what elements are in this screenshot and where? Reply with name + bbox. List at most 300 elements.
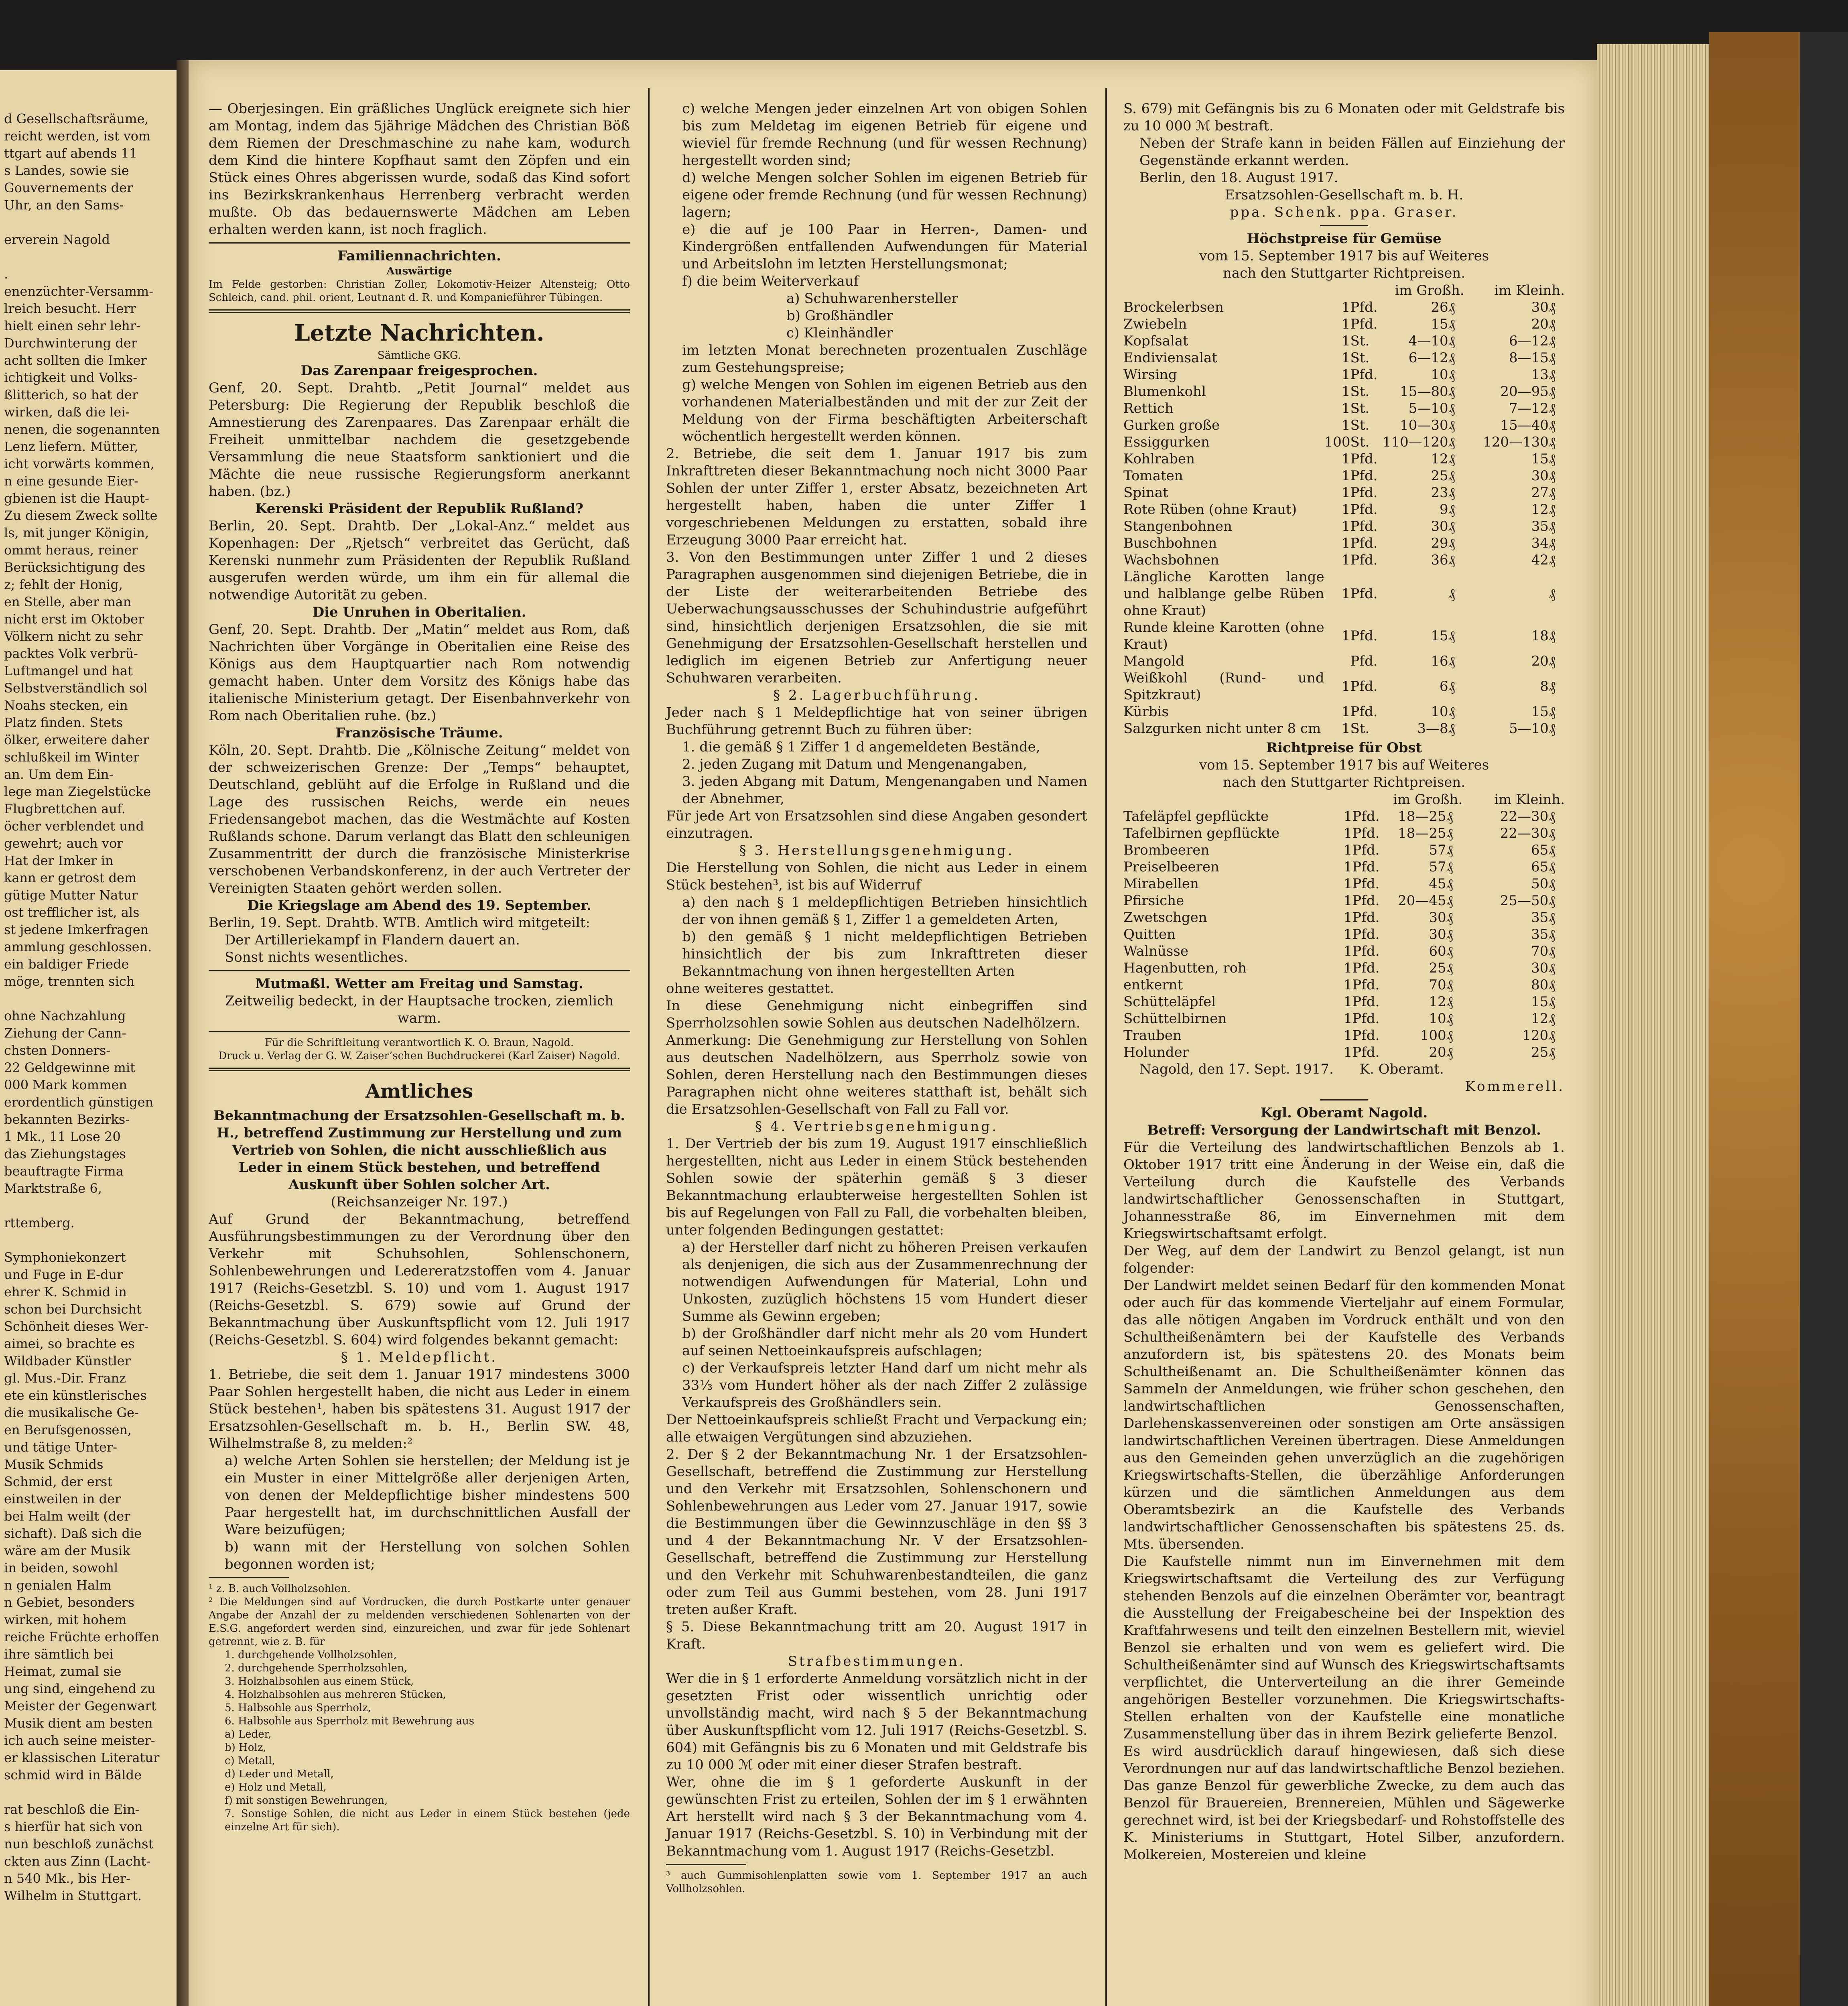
wholesale-price: 25 bbox=[1429, 960, 1446, 976]
left-page-line: und tätige Unter- bbox=[4, 1440, 117, 1455]
wholesale-price: 18—25 bbox=[1398, 825, 1446, 841]
price-row bbox=[1123, 400, 1565, 417]
left-page-line: gbienen ist die Haupt- bbox=[4, 491, 149, 506]
footnote-list bbox=[209, 1649, 630, 1834]
left-page-line: Heimat, zumal sie bbox=[4, 1664, 122, 1679]
item-name: Mangold bbox=[1123, 653, 1184, 669]
item-name: Endiviensalat bbox=[1123, 350, 1217, 366]
unit: Pfd. bbox=[1352, 926, 1380, 942]
left-page-line: en Berufsgenossen, bbox=[4, 1422, 132, 1437]
wholesale-price: 30 bbox=[1431, 518, 1448, 534]
currency-unit: ₰ bbox=[1548, 628, 1556, 644]
wholesale-price: 4—10 bbox=[1408, 333, 1448, 349]
currency-unit: ₰ bbox=[1448, 367, 1455, 383]
wholesale-price: 10 bbox=[1431, 367, 1448, 383]
price-row bbox=[1123, 316, 1565, 333]
quantity: 1 bbox=[1343, 910, 1352, 926]
wholesale-price: 60 bbox=[1429, 943, 1446, 959]
quantity: 1 bbox=[1343, 825, 1352, 841]
item-name: Zwiebeln bbox=[1123, 316, 1187, 332]
quantity: 1 bbox=[1343, 1027, 1352, 1044]
unit: Pfd. bbox=[1350, 468, 1378, 484]
section-text: Jeder nach § 1 Meldepflichtige hat von seiner übrigen Buchführung getrennt Buch zu führen über: bbox=[666, 705, 1087, 738]
left-page-line: schlußkeil im Winter bbox=[4, 749, 140, 765]
price-row bbox=[1123, 842, 1565, 859]
left-page-line: ölker, erweitere daher bbox=[4, 732, 149, 747]
notice-text: Der Weg, auf dem der Landwirt zu Benzol gelangt, ist nun folgender: bbox=[1123, 1243, 1565, 1276]
retail-price: 120—130 bbox=[1483, 434, 1549, 450]
left-page-line: ckten aus Zinn (Lacht- bbox=[4, 1854, 151, 1869]
retail-price: 15 bbox=[1531, 704, 1549, 720]
quantity: 1 bbox=[1343, 926, 1352, 942]
footnote: ¹ z. B. auch Vollholzsohlen. bbox=[209, 1583, 351, 1595]
quantity: 1 bbox=[1343, 808, 1352, 824]
left-page-line: Noahs stecken, ein bbox=[4, 698, 128, 713]
retail-price: 20 bbox=[1531, 653, 1549, 669]
column-rule bbox=[648, 88, 650, 2006]
price-row bbox=[1123, 569, 1565, 619]
quantity: 1 bbox=[1341, 333, 1350, 349]
retail-price: 22—30 bbox=[1500, 825, 1549, 841]
item-name: Preiselbeeren bbox=[1123, 859, 1219, 875]
currency-unit: ₰ bbox=[1548, 842, 1556, 858]
left-page-line: Völkern nicht zu sehr bbox=[4, 629, 143, 644]
currency-unit: ₰ bbox=[1548, 893, 1556, 909]
announcement-reference: (Reichsanzeiger Nr. 197.) bbox=[331, 1194, 508, 1210]
left-page-line: ehrer K. Schmid in bbox=[4, 1284, 127, 1299]
date: Nagold, den 17. Sept. 1917. bbox=[1139, 1061, 1334, 1077]
item-name: Brockelerbsen bbox=[1123, 299, 1224, 315]
section-item: b) der Großhändler darf nicht mehr als 20 vom Hundert auf seinen Nettoeinkaufspreis aufschlagen; bbox=[682, 1326, 1087, 1359]
item-name: Kürbis bbox=[1123, 704, 1169, 720]
retail-price: 42 bbox=[1531, 552, 1549, 568]
retail-price: 5—10 bbox=[1509, 721, 1549, 737]
quantity: 1 bbox=[1343, 960, 1352, 976]
unit: Pfd. bbox=[1350, 704, 1378, 720]
left-page-line: erordentlich günstigen bbox=[4, 1094, 154, 1110]
section-heading: § 4. Vertriebsgenehmigung. bbox=[755, 1119, 999, 1135]
left-page-line bbox=[4, 1784, 173, 1801]
quantity: 1 bbox=[1343, 943, 1352, 959]
divider bbox=[209, 970, 630, 971]
family-text: Im Felde gestorben: Christian Zoller, Lokomotiv-Heizer Altensteig; Otto Schleich, cand. phil. orient, Leutnant d. R. und Kompanieführer Tübingen. bbox=[209, 278, 630, 304]
notice-subject: Betreff: Versorgung der Landwirtschaft mit Benzol. bbox=[1147, 1122, 1541, 1138]
section-item: b) wann mit der Herstellung von solchen Sohlen begonnen worden ist; bbox=[225, 1539, 630, 1572]
article-text: Genf, 20. Sept. Drahtb. Der „Matin“ meldet aus Rom, daß Nachrichten über Vorgänge in Oberitalien eine Reise des Königs aus dem Hauptquartier nach Rom notwendig gemacht haben. Unter dem Vorsitz des Königs habe das italienische Ministerium getagt. Der Eisenbahnverkehr von Rom nach Oberitalien ruhe. (bz.) bbox=[209, 621, 630, 724]
left-page-line: lege man Ziegelstücke bbox=[4, 784, 151, 799]
item-name: Holunder bbox=[1123, 1044, 1189, 1060]
retail-price: 50 bbox=[1531, 876, 1549, 892]
retail-price: 13 bbox=[1531, 367, 1549, 383]
left-page-line: Musik Schmids bbox=[4, 1457, 104, 1472]
currency-unit: ₰ bbox=[1448, 333, 1455, 349]
unit: Pfd. bbox=[1350, 678, 1378, 694]
left-page-line: lreich besucht. Herr bbox=[4, 301, 136, 316]
footnote-list-item: b) Holz, bbox=[225, 1742, 266, 1754]
retail-price: 12 bbox=[1531, 1011, 1549, 1027]
section-list-item: 3. jeden Abgang mit Datum, Mengenangaben und Namen der Abnehmer, bbox=[682, 774, 1087, 807]
left-page-line: s hierfür hat sich von bbox=[4, 1819, 143, 1834]
article-heading: Französische Träume. bbox=[335, 725, 503, 741]
price-table-subheading: nach den Stuttgarter Richtpreisen. bbox=[1223, 774, 1466, 790]
currency-unit: ₰ bbox=[1548, 586, 1556, 602]
footnote-list-item: d) Leder und Metall, bbox=[225, 1768, 334, 1780]
currency-unit: ₰ bbox=[1548, 678, 1556, 694]
article-heading: Die Unruhen in Oberitalien. bbox=[312, 604, 526, 620]
quantity: 1 bbox=[1341, 384, 1350, 400]
price-table-subheading: nach den Stuttgarter Richtpreisen. bbox=[1223, 265, 1466, 281]
item-name: Runde kleine Karotten (ohne Kraut) bbox=[1123, 619, 1324, 652]
wholesale-price: 12 bbox=[1429, 994, 1446, 1010]
currency-unit: ₰ bbox=[1548, 1027, 1556, 1044]
currency-unit: ₰ bbox=[1548, 825, 1556, 841]
section-heading: § 1. Meldepflicht. bbox=[341, 1349, 498, 1365]
wholesale-price: 15—80 bbox=[1400, 384, 1448, 400]
left-page-line: Lenz liefern. Mütter, bbox=[4, 439, 138, 454]
left-page-line: Symphoniekonzert bbox=[4, 1250, 126, 1265]
currency-unit: ₰ bbox=[1448, 451, 1455, 467]
price-row bbox=[1123, 943, 1565, 960]
quantity: 1 bbox=[1341, 628, 1350, 644]
currency-unit: ₰ bbox=[1548, 704, 1556, 720]
left-page-line: packtes Volk verbrü- bbox=[4, 646, 138, 661]
left-page-line: einstweilen in der bbox=[4, 1491, 121, 1507]
unit: St. bbox=[1350, 434, 1370, 450]
currency-unit: ₰ bbox=[1446, 808, 1453, 824]
wholesale-price: 36 bbox=[1431, 552, 1448, 568]
unit: St. bbox=[1350, 384, 1370, 400]
left-page-line bbox=[4, 214, 173, 231]
currency-unit: ₰ bbox=[1446, 825, 1453, 841]
section-text: S. 679) mit Gefängnis bis zu 6 Monaten oder mit Geldstrafe bis zu 10 000 ℳ bestraft. bbox=[1123, 101, 1565, 134]
currency-unit: ₰ bbox=[1548, 1011, 1556, 1027]
retail-price: 34 bbox=[1531, 535, 1549, 551]
currency-unit: ₰ bbox=[1448, 384, 1455, 400]
item-name: Tafeläpfel gepflückte bbox=[1123, 808, 1269, 824]
left-page-line: ls, mit junger Königin, bbox=[4, 525, 149, 540]
currency-unit: ₰ bbox=[1448, 485, 1455, 501]
wholesale-price: 29 bbox=[1431, 535, 1448, 551]
currency-unit: ₰ bbox=[1548, 859, 1556, 875]
item-name: Essiggurken bbox=[1123, 434, 1210, 450]
price-row bbox=[1123, 1027, 1565, 1044]
wholesale-price: 110—120 bbox=[1382, 434, 1448, 450]
price-table-subheading: vom 15. September 1917 bis auf Weiteres bbox=[1199, 248, 1489, 264]
quantity: 1 bbox=[1341, 367, 1350, 383]
left-page-line: chsten Donners- bbox=[4, 1043, 111, 1058]
unit: Pfd. bbox=[1352, 859, 1380, 875]
left-page-line: Schönheit dieses Wer- bbox=[4, 1319, 149, 1334]
section-item: a) den nach § 1 meldepflichtigen Betrieben hinsichtlich der von ihnen gemäß § 1, Ziffer 1 a gemeldeten Arten, bbox=[682, 894, 1087, 928]
footnote-list-item: f) mit sonstigen Bewehrungen, bbox=[225, 1795, 388, 1807]
left-page-line: gl. Mus.-Dir. Franz bbox=[4, 1370, 126, 1386]
unit: Pfd. bbox=[1350, 485, 1378, 501]
item-name: Zwetschgen bbox=[1123, 910, 1207, 926]
unit: Pfd. bbox=[1352, 943, 1380, 959]
currency-unit: ₰ bbox=[1548, 960, 1556, 976]
unit: St. bbox=[1350, 417, 1370, 433]
latest-news-source: Sämtliche GKG. bbox=[377, 349, 461, 361]
left-page-line: z; fehlt der Honig, bbox=[4, 577, 123, 592]
retail-price: 70 bbox=[1531, 943, 1549, 959]
quantity: 1 bbox=[1341, 721, 1350, 737]
quantity: 1 bbox=[1341, 485, 1350, 501]
currency-unit: ₰ bbox=[1548, 451, 1556, 467]
quantity: 100 bbox=[1324, 434, 1350, 450]
section-text: Neben der Strafe kann in beiden Fällen auf Einziehung der Gegenstände erkannt werden. bbox=[1139, 135, 1565, 169]
left-page-line: gütige Mutter Natur bbox=[4, 887, 138, 903]
currency-unit: ₰ bbox=[1448, 299, 1455, 315]
divider bbox=[1320, 1099, 1368, 1100]
currency-unit: ₰ bbox=[1548, 1044, 1556, 1060]
retail-price: 35 bbox=[1531, 926, 1549, 942]
retail-price: 15—40 bbox=[1500, 417, 1549, 433]
imprint: Für die Schriftleitung verantwortlich K. O. Braun, Nagold. bbox=[264, 1037, 574, 1049]
retail-price: 30 bbox=[1531, 468, 1549, 484]
quantity: 1 bbox=[1343, 859, 1352, 875]
left-page-line: wirken, mit hohem bbox=[4, 1612, 127, 1627]
article-text: Köln, 20. Sept. Drahtb. Die „Kölnische Zeitung“ meldet von der schweizerischen Grenze: Der „Temps“ behauptet, Deutschland, geblüht auf die Erfolge in Rußland und die Lage des russischen Reichs, werde ein neues Friedensangebot machen, das die Westmächte auf Kosten Rußlands schone. Darum verlangt das Blatt den schleunigen Zusammentritt der durch die französische Ministerkrise verschobenen Verbandskonferenz, in der auch Vertreter der Vereinigten Staaten gehört werden sollen. bbox=[209, 742, 630, 896]
quantity: 1 bbox=[1343, 842, 1352, 858]
currency-unit: ₰ bbox=[1548, 977, 1556, 993]
currency-unit: ₰ bbox=[1548, 400, 1556, 416]
price-row bbox=[1123, 892, 1565, 909]
left-page-line: wirken, daß die lei- bbox=[4, 404, 130, 420]
family-subheading: Auswärtige bbox=[386, 265, 452, 277]
wholesale-price: 25 bbox=[1431, 468, 1448, 484]
left-page-line: Zu diesem Zweck sollte bbox=[4, 508, 158, 523]
left-page-line: das Ziehungstages bbox=[4, 1146, 126, 1161]
left-page-line: ommt heraus, reiner bbox=[4, 542, 138, 558]
currency-unit: ₰ bbox=[1446, 1044, 1453, 1060]
quantity: 1 bbox=[1343, 1011, 1352, 1027]
retail-price: 18 bbox=[1531, 628, 1549, 644]
section-subitem: b) Großhändler bbox=[786, 308, 893, 324]
footnote-list-item: 5. Halbsohle aus Sperrholz, bbox=[225, 1702, 372, 1714]
section-item: e) die auf je 100 Paar in Herren-, Damen- und Kindergrößen entfallenden Aufwendungen für Material und Arbeitslohn im letzten Herstellungsmonat; bbox=[682, 221, 1087, 272]
wholesale-price: 10 bbox=[1429, 1011, 1446, 1027]
item-name: entkernt bbox=[1123, 977, 1183, 993]
left-page-line: st jedene Imkerfragen bbox=[4, 922, 149, 937]
currency-unit: ₰ bbox=[1446, 994, 1453, 1010]
left-page-line: ete ein künstlerisches bbox=[4, 1388, 147, 1403]
currency-unit: ₰ bbox=[1548, 316, 1556, 332]
left-page-line bbox=[4, 1197, 173, 1214]
currency-unit: ₰ bbox=[1446, 943, 1453, 959]
currency-unit: ₰ bbox=[1548, 552, 1556, 568]
unit: St. bbox=[1350, 350, 1370, 366]
unit: Pfd. bbox=[1350, 502, 1378, 518]
section-list-item: 1. die gemäß § 1 Ziffer 1 d angemeldeten Bestände, bbox=[682, 739, 1040, 755]
announcement-text: Auf Grund der Bekanntmachung, betreffend Ausführungsbestimmungen zu der Verordnung über den Verkehr mit Schuhsohlen, Sohlenschonern, Sohlenbewehrungen und Ledereratzstoffen vom 4. Januar 1917 (Reichs-Gesetzbl. S. 10) und vom 1. August 1917 (Reichs-Gesetzbl. S. 679) sowie auf Grund der Bekanntmachung über Auskunftspflicht vom 12. Juli 1917 (Reichs-Gesetzbl. S. 604) wird folgendes bekannt gemacht: bbox=[209, 1211, 630, 1348]
unit: Pfd. bbox=[1352, 910, 1380, 926]
item-name: Stangenbohnen bbox=[1123, 518, 1232, 534]
item-name: Kohlraben bbox=[1123, 451, 1195, 467]
unit: Pfd. bbox=[1352, 893, 1380, 909]
left-page-line: ttgart auf abends 11 bbox=[4, 146, 138, 161]
left-page-line: 22 Geldgewinne mit bbox=[4, 1060, 135, 1075]
left-page-line: bekannten Bezirks- bbox=[4, 1112, 130, 1127]
currency-unit: ₰ bbox=[1548, 926, 1556, 942]
footnote-list-item: 7. Sonstige Sohlen, die nicht aus Leder in einem Stück bestehen (jede einzelne Art für sich). bbox=[225, 1808, 630, 1833]
currency-unit: ₰ bbox=[1548, 333, 1556, 349]
section-text: 2. Betriebe, die seit dem 1. Januar 1917 bis zum Inkrafttreten dieser Bekanntmachung noch nicht 3000 Paar Sohlen der unter Ziffer 1, erster Absatz, bezeichneten Art hergestellt haben, haben die unter Ziffer 1 vorgeschriebenen Meldungen zu erstatten, sobald ihre Erzeugung 3000 Paar erreicht hat. bbox=[666, 446, 1087, 548]
unit: Pfd. bbox=[1350, 367, 1378, 383]
left-page-line: sichaft). Daß sich die bbox=[4, 1526, 142, 1541]
retail-price: 8 bbox=[1540, 678, 1549, 694]
unit: Pfd. bbox=[1350, 451, 1378, 467]
currency-unit: ₰ bbox=[1448, 678, 1455, 694]
section-subitem: c) Kleinhändler bbox=[786, 325, 893, 341]
price-row bbox=[1123, 333, 1565, 349]
retail-price: 7—12 bbox=[1509, 400, 1549, 416]
signature: Kommerell. bbox=[1465, 1078, 1565, 1094]
section-item: b) den gemäß § 1 nicht meldepflichtigen Betrieben hinsichtlich der bis zum Inkrafttreten dieser Bekanntmachung von ihnen hergestellten Arten bbox=[682, 929, 1087, 979]
left-page-line: . bbox=[4, 266, 8, 282]
wholesale-price: 6 bbox=[1439, 678, 1448, 694]
unit: Pfd. bbox=[1350, 628, 1378, 644]
currency-unit: ₰ bbox=[1446, 926, 1453, 942]
unit: Pfd. bbox=[1350, 653, 1378, 669]
quantity: 1 bbox=[1341, 518, 1350, 534]
retail-price: 80 bbox=[1531, 977, 1549, 993]
retail-price: 22—30 bbox=[1500, 808, 1549, 824]
currency-unit: ₰ bbox=[1446, 876, 1453, 892]
left-page-line: Wildbader Künstler bbox=[4, 1353, 131, 1368]
item-name: Schüttelbirnen bbox=[1123, 1011, 1227, 1027]
divider bbox=[209, 309, 630, 313]
price-row bbox=[1123, 349, 1565, 366]
item-name: Salzgurken nicht unter 8 cm bbox=[1123, 721, 1321, 737]
left-page-line: Flugbrettchen auf. bbox=[4, 801, 126, 816]
item-name: Längliche Karotten lange und halblange gelbe Rüben ohne Kraut) bbox=[1123, 569, 1324, 619]
left-page-line: n 540 Mk., bis Her- bbox=[4, 1871, 130, 1886]
price-row bbox=[1123, 1044, 1565, 1061]
wholesale-price: 30 bbox=[1429, 910, 1446, 926]
unit: Pfd. bbox=[1352, 977, 1380, 993]
left-page-line: s Landes, sowie sie bbox=[4, 163, 129, 178]
left-page-line: Hat der Imker in bbox=[4, 853, 114, 868]
left-page-line: 1 Mk., 11 Lose 20 bbox=[4, 1129, 121, 1144]
left-page-line: schon bei Durchsicht bbox=[4, 1301, 142, 1317]
unit: Pfd. bbox=[1350, 299, 1378, 315]
retail-price: 20—95 bbox=[1500, 384, 1549, 400]
left-page-line: n Gebiet, besonders bbox=[4, 1595, 134, 1610]
wholesale-price: 10—30 bbox=[1400, 417, 1448, 433]
signature: ppa. Schenk. ppa. Graser. bbox=[1230, 204, 1458, 220]
item-name: Gurken große bbox=[1123, 417, 1220, 433]
retail-price: 6—12 bbox=[1509, 333, 1549, 349]
notice-text: Die Kaufstelle nimmt nun im Einvernehmen mit dem Kriegswirtschaftsamt die Verteilung des zur Verfügung stehenden Benzols auf die einzelnen Oberämter vor, beantragt die Ausstellung der Freigabescheine bei der Inspektion des Kraftfahrwesens und teilt den einzelnen Bestellern mit, wieviel Benzol sie erhalten und von wem es geliefert wird. Die Schultheißenämter sind auf Wunsch des Kriegswirtschaftsamts verpflichtet, die Unterverteilung an die ihrer Gemeinde angehörigen Besteller vorzunehmen. Die Kriegswirtschafts-Stellen erhalten von der Kaufstelle eine monatliche Zusammenstellung über das in ihrem Bezirk gelieferte Benzol. bbox=[1123, 1553, 1565, 1742]
currency-unit: ₰ bbox=[1448, 400, 1455, 416]
wholesale-price: 20 bbox=[1429, 1044, 1446, 1060]
wholesale-price: 10 bbox=[1431, 704, 1448, 720]
unit: St. bbox=[1350, 400, 1370, 416]
section-item: a) welche Arten Sohlen sie herstellen; der Meldung ist je ein Muster in einer Mittelgröße aller derjenigen Arten, von denen der Meldepflichtige bisher mindestens 500 Paar hergestellt hat, im durchschnittlichen Ausfall der Ware beizufügen; bbox=[225, 1453, 630, 1538]
currency-unit: ₰ bbox=[1448, 350, 1455, 366]
price-row bbox=[1123, 977, 1565, 993]
footnote-list-item: 1. durchgehende Vollholzsohlen, bbox=[225, 1649, 397, 1661]
article-text: Berlin, 19. Sept. Drahtb. WTB. Amtlich wird mitgeteilt: bbox=[209, 915, 590, 931]
item-name: Spinat bbox=[1123, 485, 1168, 501]
left-page-line bbox=[4, 1232, 173, 1249]
currency-unit: ₰ bbox=[1448, 434, 1455, 450]
divider bbox=[1320, 225, 1368, 226]
left-page-line: wäre am der Musik bbox=[4, 1543, 130, 1558]
unit: Pfd. bbox=[1350, 518, 1378, 534]
unit: St. bbox=[1350, 721, 1370, 737]
section-item: g) welche Mengen von Sohlen im eigenen Betrieb aus den vorhandenen Materialbeständen und mit der zur Zeit der Meldung von der Firma beschäftigten Arbeiterschaft wöchentlich hergestellt werden können. bbox=[682, 377, 1087, 445]
article-text: Genf, 20. Sept. Drahtb. „Petit Journal“ meldet aus Petersburg: Die Regierung der Republik beschloß die Amnestierung des Zarenpaares. Das Zarenpaar erhält die Freiheit unmittelbar nachdem die gesetzgebende Versammlung die neue Staatsform sanktioniert und die Mächte die neue russische Regierungsform anerkannt haben. (bz.) bbox=[209, 380, 630, 499]
left-page-line: 000 Mark kommen bbox=[4, 1077, 127, 1092]
column-header-retail: im Kleinh. bbox=[1494, 792, 1565, 808]
article-text: Berlin, 20. Sept. Drahtb. Der „Lokal-Anz.“ meldet aus Kopenhagen: Der „Rjetsch“ verbreitet das Gerücht, daß Kerenski nunmehr zum Präsidenten der Republik Rußland ausgerufen werden würde, um ihm ein für allemal die notwendige Autorität zu geben. bbox=[209, 518, 630, 603]
unit: Pfd. bbox=[1352, 808, 1380, 824]
left-page-line: erverein Nagold bbox=[4, 232, 110, 247]
left-page-line: ein baldiger Friede bbox=[4, 956, 129, 972]
left-page-line: ihre sämtlich bei bbox=[4, 1647, 114, 1662]
date-line: Berlin, den 18. August 1917. bbox=[1139, 170, 1338, 186]
currency-unit: ₰ bbox=[1446, 842, 1453, 858]
section-heading: § 3. Herstellungsgenehmigung. bbox=[739, 843, 1014, 859]
notice-text: Für die Verteilung des landwirtschaftlichen Benzols ab 1. Oktober 1917 tritt eine Änderung in der Weise ein, daß die Verteilung durch die Kaufstelle des Verbands landwirtschaftlicher Genossenschaften in Stuttgart, Johannesstraße 86, im Einvernehmen mit dem Kriegswirtschaftsamt erfolgt. bbox=[1123, 1139, 1565, 1242]
wholesale-price: 5—10 bbox=[1408, 400, 1448, 416]
currency-unit: ₰ bbox=[1448, 316, 1455, 332]
left-page-line: in beiden, sowohl bbox=[4, 1560, 118, 1576]
left-page-line: an. Um dem Ein- bbox=[4, 767, 114, 782]
item-name: Quitten bbox=[1123, 926, 1176, 942]
section-text: ohne weiteres gestattet. bbox=[666, 981, 834, 997]
currency-unit: ₰ bbox=[1548, 417, 1556, 433]
column-header-retail: im Kleinh. bbox=[1494, 282, 1565, 298]
left-page-line: aimei, so brachte es bbox=[4, 1336, 135, 1351]
price-row bbox=[1123, 825, 1565, 842]
left-page-line: ichtigkeit und Volks- bbox=[4, 370, 138, 385]
left-page-line bbox=[4, 990, 173, 1007]
section-text: 2. Der § 2 der Bekanntmachung Nr. 1 der Ersatzsohlen-Gesellschaft, betreffend die Zustimmung zur Herstellung und den Verkehr mit Ersatzsohlen, Sohlenschonern und Sohlenbewehrungen aus Leder vom 27. Januar 1917, sowie die Bestimmungen über die Gewinnzuschläge in den §§ 3 und 4 der Bekanntmachung Nr. V der Ersatzsohlen-Gesellschaft, betreffend die Zustimmung zur Herstellung und den Verkehr mit Schuhwarenbestandteilen, die ganz oder zum Teil aus Gummi bestehen, vom 28. Juni 1917 treten außer Kraft. bbox=[666, 1446, 1087, 1618]
wholesale-price: 100 bbox=[1420, 1027, 1446, 1044]
currency-unit: ₰ bbox=[1548, 384, 1556, 400]
retail-price: 25 bbox=[1531, 1044, 1549, 1060]
section-text: 1. Der Vertrieb der bis zum 19. August 1917 einschließlich hergestellten, nicht aus Leder in einem Stück bestehenden Sohlen sowie der späterhin gemäß § 3 dieser Bekanntmachung erlaubterweise hergestellten Sohlen ist bis auf Regelungen von Fall zu Fall, die vorbehalten bleiben, unter folgenden Bedingungen gestattet: bbox=[666, 1136, 1087, 1238]
weather-text: Zeitweilig bedeckt, in der Hauptsache trocken, ziemlich warm. bbox=[225, 993, 614, 1026]
section-item: d) welche Mengen solcher Sohlen im eigenen Betrieb für eigene oder fremde Rechnung (und für wessen Rechnung) lagern; bbox=[682, 170, 1087, 220]
left-page-line: acht sollten die Imker bbox=[4, 353, 147, 368]
price-row bbox=[1123, 926, 1565, 943]
quantity: 1 bbox=[1341, 552, 1350, 568]
wholesale-price: 18—25 bbox=[1398, 808, 1446, 824]
price-row bbox=[1123, 808, 1565, 825]
section-item: a) der Hersteller darf nicht zu höheren Preisen verkaufen als denjenigen, die sich aus der Zusammenrechnung der notwendigen Aufwendungen für Material, Lohn und Unkosten, zuzüglich höchstens 15 vom Hundert dieser Summe als Gewinn ergeben; bbox=[682, 1239, 1087, 1324]
wholesale-price: 26 bbox=[1431, 299, 1448, 315]
price-row bbox=[1123, 484, 1565, 501]
local-news: — Oberjesingen. Ein gräßliches Unglück ereignete sich hier am Montag, indem das 5jährige Mädchen des Christian Böß dem Riemen der Dreschmaschine zu nahe kam, wodurch dem Kind die hintere Kopfhaut samt den Zöpfen und ein Stück eines Ohres abgerissen wurde, sodaß das Kind sofort ins Bezirkskrankenhaus Herrenberg verbracht werden mußte. Ob das bedauernswerte Mädchen am Leben erhalten werden kann, ist noch fraglich. bbox=[209, 101, 630, 238]
section-item: c) welche Mengen jeder einzelnen Art von obigen Sohlen bis zum Meldetag im eigenen Betrieb für eigene und wieviel für fremde Rechnung (und für wessen Rechnung) hergestellt worden sind; bbox=[682, 101, 1087, 169]
left-page-line: ßlitterich, so hat der bbox=[4, 387, 138, 402]
retail-price: 27 bbox=[1531, 485, 1549, 501]
footnote-list-item: e) Holz und Metall, bbox=[225, 1781, 327, 1793]
item-name: Tomaten bbox=[1123, 468, 1183, 484]
left-page-line: Meister der Gegenwart bbox=[4, 1698, 156, 1714]
left-page-line: Platz finden. Stets bbox=[4, 715, 123, 730]
section-text: Wer die in § 1 erforderte Anmeldung vorsätzlich nicht in der gesetzten Frist oder wissentlich unrichtig oder unvollständig macht, wird nach § 5 der Bekanntmachung über Auskunftspflicht vom 12. Juli 1917 (Reichs-Gesetzbl. S. 604) mit Gefängnis bis zu 6 Monaten und mit Geldstrafe bis zu 10 000 ℳ oder mit einer dieser Strafen bestraft. bbox=[666, 1671, 1087, 1773]
currency-unit: ₰ bbox=[1446, 977, 1453, 993]
retail-price: 120 bbox=[1522, 1027, 1549, 1044]
price-row bbox=[1123, 909, 1565, 926]
item-name: Brombeeren bbox=[1123, 842, 1210, 858]
item-name: Walnüsse bbox=[1123, 943, 1188, 959]
unit: Pfd. bbox=[1352, 960, 1380, 976]
